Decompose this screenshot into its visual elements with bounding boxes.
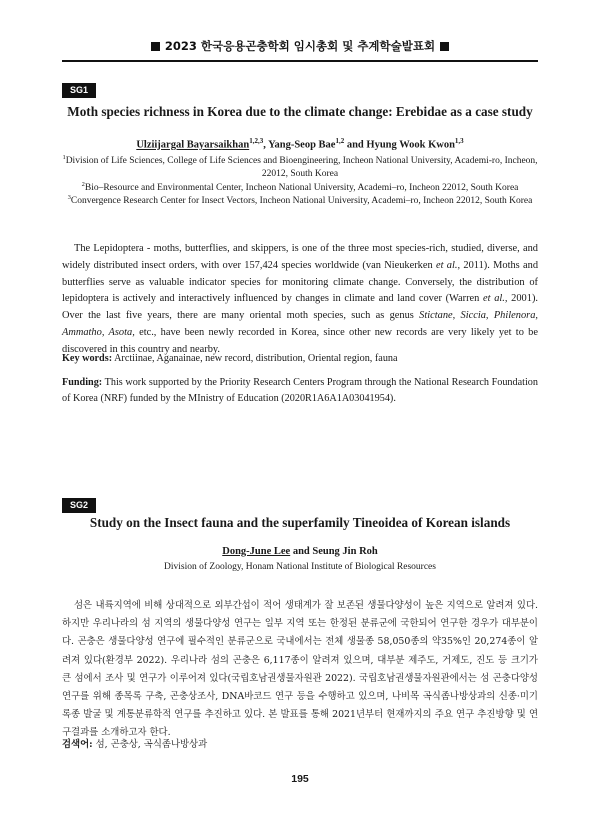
sg2-affiliation: Division of Zoology, Honam National Institute of Biological Resources <box>164 562 436 572</box>
sg1-keywords: Key words: Arctiinae, Aganainae, new record, distribution, Oriental region, fauna <box>62 353 398 364</box>
sg1-funding: Funding: This work supported by the Priority Research Centers Program through the National Research Foundation of Korea (NRF) funded by the MInistry of Education (2020R1A6A1A03041954). <box>62 377 538 404</box>
sg1-title: Moth species richness in Korea due to the climate change: Erebidae as a case study <box>67 104 533 119</box>
header-divider <box>62 60 538 62</box>
session-tag-sg1: SG1 <box>62 83 96 98</box>
square-bullet-icon <box>151 42 160 51</box>
sg1-author-3: Hyung Wook Kwon <box>366 139 455 151</box>
square-bullet-icon <box>440 42 449 51</box>
sg1-authors: Ulziijargal Bayarsaikhan$^{1,2,3}$, Yang-Seop Bae$^{1,2}$ and Hyung Wook Kwon$^{1,3}$ <box>136 137 464 151</box>
sg2-abstract: 섬은 내륙지역에 비해 상대적으로 외부간섭이 적어 생태계가 잘 보존된 생물다양성이 높은 지역으로 알려져 있다. 하지만 우리나라의 섬 지역의 생물다양성 연구는 일부 지역 또는 한정된 분류군에 국한되어 연구한 경우가 대부분이다. 곤충은 생물다양성 연구에 필수적인 분류군으로 국내에서는 전체 생물종 58,050종의 약35%인 20,274종이 알려져 있다(환경부 2022). 우리나라 섬의 곤충은 6,117종이 알려져 있으며, 대부분 제주도, 거제도, 진도 등 크기가 큰 섬에서 조사 및 연구가 이루어져 있다(국립호남권생물자원관 2022). 국립호남권생물자원관에서는 섬 곤충다양성 연구를 위해 종목록 구축, 곤충상조사, DNA바코드 연구 등을 수행하고 있으며, 나비목 곡식좀나방상과의 신종·미기록종 발굴 및 계통분류학적 연구를 추진하고 있다. 본 발표를 통해 2021년부터 현재까지의 주요 연구 추진방향 및 연구결과를 소개하고자 한다. <box>62 600 538 739</box>
sg1-affiliation-2: $^2$Bio–Resource and Environmental Center, Incheon National University, Academi–ro, Incheon 22012, South Korea <box>81 181 519 194</box>
sg1-presenter: Ulziijargal Bayarsaikhan <box>136 139 250 151</box>
conference-title: 2023 한국응용곤충학회 임시총회 및 추계학술발표회 <box>164 39 436 53</box>
sg2-keywords: 검색어: 섬, 곤충상, 곡식좀나방상과 <box>62 739 208 750</box>
page-number: 195 <box>291 773 309 785</box>
sg1-author-2: Yang-Seop Bae <box>268 139 336 151</box>
sg1-abstract: The Lepidoptera - moths, butterflies, and skippers, is one of the three most species-rich, studied, diverse, and widely distributed insect orders, with over 157,424 species worldwide (van Nieukerken et al., 2011). Moths and butterflies serve as valuable indicator species for monitoring climate change. Conversely, the distribution of lepidoptera is actively and interactively influenced by changes in climate and land cover (Warren et al., 2001). Over the last five years, there are many oriental moth species, such as genus Stictane, Siccia, Philenora, Ammatho, Asota, etc., have been newly recorded in Korea, since other new records are very likely yet to be discovered in this country and nearby. <box>62 243 539 355</box>
sg1-affiliation-1: $^1$Division of Life Sciences, College of Life Sciences and Bioengineering, Incheon National University, Academi-ro, Incheon, 22012, South Korea <box>62 154 538 180</box>
conference-header <box>62 38 538 54</box>
sg2-title: Study on the Insect fauna and the superfamily Tineoidea of Korean islands <box>89 515 511 530</box>
sg1-affiliation-3: $^3$Convergence Research Center for Insect Vectors, Incheon National University, Academi–ro, Incheon 22012, South Korea <box>67 194 533 207</box>
sg2-presenter: Dong-June Lee <box>222 546 291 557</box>
session-tag-sg2: SG2 <box>62 498 96 513</box>
sg2-authors: Dong-June Lee and Seung Jin Roh <box>222 546 378 557</box>
